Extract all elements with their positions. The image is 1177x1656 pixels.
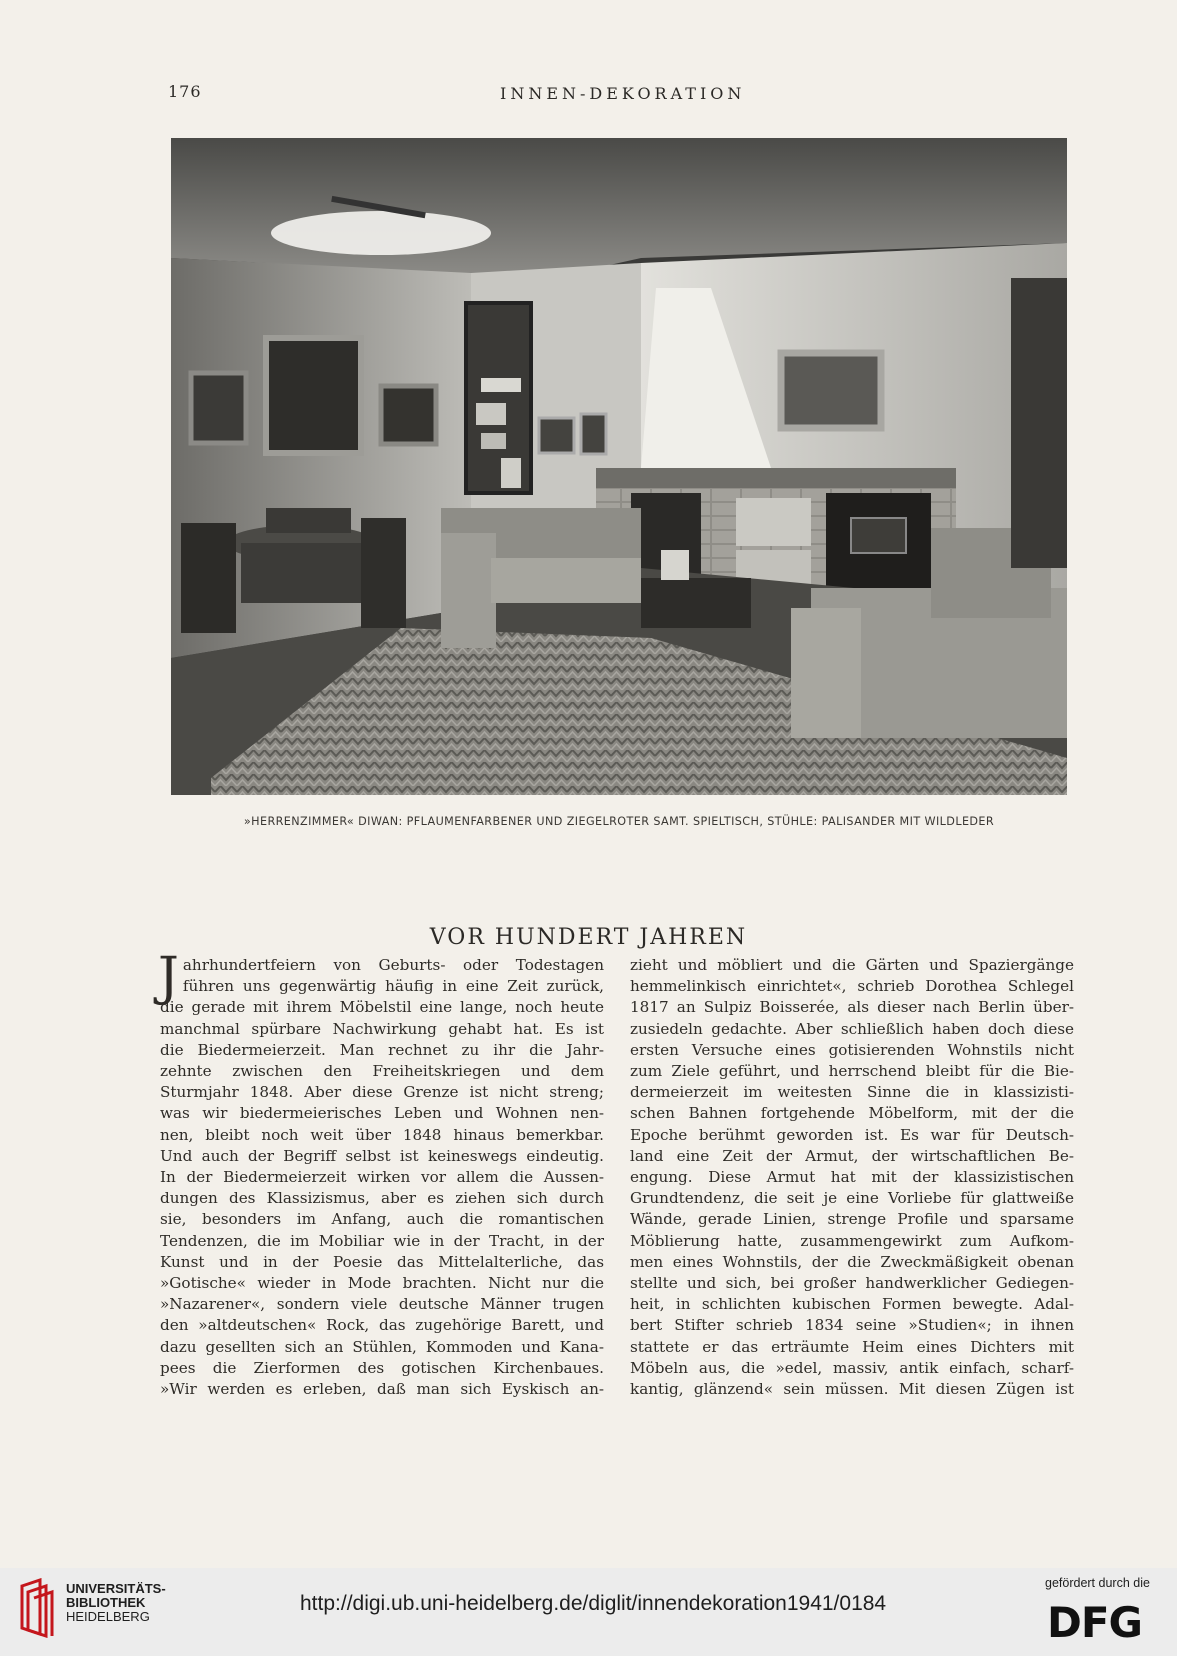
text-line: nen, bleibt noch weit über 1848 hinaus bemerkbar. — [160, 1125, 604, 1144]
permalink-url[interactable]: http://digi.ub.uni-heidelberg.de/diglit/innendekoration1941/0184 — [300, 1592, 887, 1615]
text-column-left — [158, 947, 604, 1400]
text-line: stellte und sich, bei großer handwerklicher Gediegen- — [630, 1274, 1074, 1293]
text-line: stattete er das erträumte Heim eines Dichters mit — [630, 1337, 1074, 1356]
text-line: »Gotische« wieder in Mode brachten. Nicht nur die — [160, 1274, 604, 1293]
text-line: hemmelinkisch einrichtet«, schrieb Dorothea Schlegel — [630, 977, 1074, 996]
text-line: land eine Zeit der Armut, der wirtschaftlichen Be- — [630, 1146, 1074, 1165]
text-line: dazu gesellten sich an Stühlen, Kommoden und Kana- — [160, 1337, 604, 1356]
text-line: den »altdeutschen« Rock, das zugehörige Barett, und — [160, 1316, 604, 1335]
text-line: ahrhundertfeiern von Geburts- oder Todestagen — [182, 956, 604, 974]
text-line: heit, in schlichten kubischen Formen bewegte. Adal- — [630, 1295, 1074, 1314]
text-line: manchmal spürbare Nachwirkung gehabt hat. Es ist — [160, 1019, 604, 1038]
text-line: ersten Versuche eines gotisierenden Wohnstils nicht — [630, 1040, 1074, 1059]
text-line: Epoche berühmt geworden ist. Es war für Deutsch- — [630, 1125, 1074, 1144]
text-line: zusiedeln gedachte. Aber schließlich haben doch diese — [630, 1019, 1074, 1038]
page-number: 176 — [168, 82, 202, 101]
text-line: Tendenzen, die im Mobiliar wie in der Tracht, in der — [160, 1231, 604, 1250]
text-line: Wände, gerade Linien, strenge Profile und sparsame — [630, 1210, 1074, 1229]
drop-cap: J — [158, 947, 179, 1007]
text-line: was wir biedermeierisches Leben und Wohnen nen- — [160, 1104, 604, 1123]
library-name-line: HEIDELBERG — [66, 1609, 150, 1624]
text-line: men eines Wohnstils, der die Zweckmäßigkeit obenan — [630, 1252, 1074, 1271]
article-title: VOR HUNDERT JAHREN — [429, 924, 748, 950]
text-column-right — [630, 955, 1074, 1400]
footer-bar — [0, 1568, 1177, 1656]
university-library-logo-icon — [18, 1578, 60, 1638]
library-name — [66, 1582, 166, 1624]
text-line: bert Stifter schrieb 1834 seine »Studien«; in ihnen — [630, 1316, 1074, 1335]
photo-caption: »HERRENZIMMER« DIWAN: PFLAUMENFARBENER UND ZIEGELROTER SAMT. SPIELTISCH, STÜHLE: PALISANDER MIT WILDLEDER — [243, 815, 995, 828]
text-line: »Nazarener«, sondern viele deutsche Männer trugen — [160, 1295, 604, 1314]
text-line: führen uns gegenwärtig häufig in eine Zeit zurück, — [182, 977, 604, 996]
text-line: Möbeln aus, die »edel, massiv, antik einfach, scharf- — [630, 1358, 1074, 1377]
text-line: dermeierzeit im weitesten Sinne die in klassizisti- — [630, 1083, 1074, 1102]
text-line: Möblierung hatte, zusammengewirkt zum Aufkom- — [630, 1231, 1074, 1250]
text-line: 1817 an Sulpiz Boisserée, als dieser nach Berlin über- — [630, 998, 1074, 1017]
text-line: pees die Zierformen des gotischen Kirchenbaues. — [160, 1358, 604, 1377]
text-line: Und auch der Begriff selbst ist keineswegs eindeutig. — [160, 1146, 604, 1165]
running-head: INNEN-DEKORATION — [500, 84, 746, 103]
library-name-line: UNIVERSITÄTS- — [66, 1581, 166, 1596]
text-line: zehnte zwischen den Freiheitskriegen und dem — [160, 1062, 604, 1081]
text-line: In der Biedermeierzeit wirken vor allem die Aussen- — [160, 1168, 604, 1187]
text-line: die gerade mit ihrem Möbelstil eine lange, noch heute — [160, 998, 604, 1017]
text-line: engung. Diese Armut hat mit der klassizistischen — [630, 1168, 1074, 1187]
text-line: Sturmjahr 1848. Aber diese Grenze ist nicht streng; — [160, 1083, 604, 1102]
text-line: kantig, glänzend« sein müssen. Mit diesen Zügen ist — [630, 1380, 1074, 1399]
text-line: die Biedermeierzeit. Man rechnet zu ihr die Jahr- — [160, 1040, 604, 1059]
interior-photograph — [171, 138, 1067, 795]
funded-by-label: gefördert durch die — [1045, 1576, 1150, 1590]
text-line: »Wir werden es erleben, daß man sich Eyskisch an- — [160, 1380, 604, 1399]
dfg-logo: DFG — [1047, 1598, 1143, 1647]
library-name-line: BIBLIOTHEK — [66, 1595, 146, 1610]
text-line: sie, besonders im Anfang, auch die romantischen — [160, 1210, 604, 1229]
text-line: zum Ziele geführt, und herrschend bleibt für die Bie- — [630, 1062, 1074, 1081]
text-line: Grundtendenz, die seit je eine Vorliebe für glattweiße — [630, 1189, 1074, 1208]
text-line: dungen des Klassizismus, aber es ziehen sich durch — [160, 1189, 604, 1208]
room-illustration — [171, 138, 1067, 795]
text-line: Kunst und in der Poesie das Mittelalterliche, das — [160, 1252, 604, 1271]
text-line: schen Bahnen fortgehende Möbelform, mit der die — [630, 1104, 1074, 1123]
text-line: zieht und möbliert und die Gärten und Spaziergänge — [630, 956, 1074, 974]
